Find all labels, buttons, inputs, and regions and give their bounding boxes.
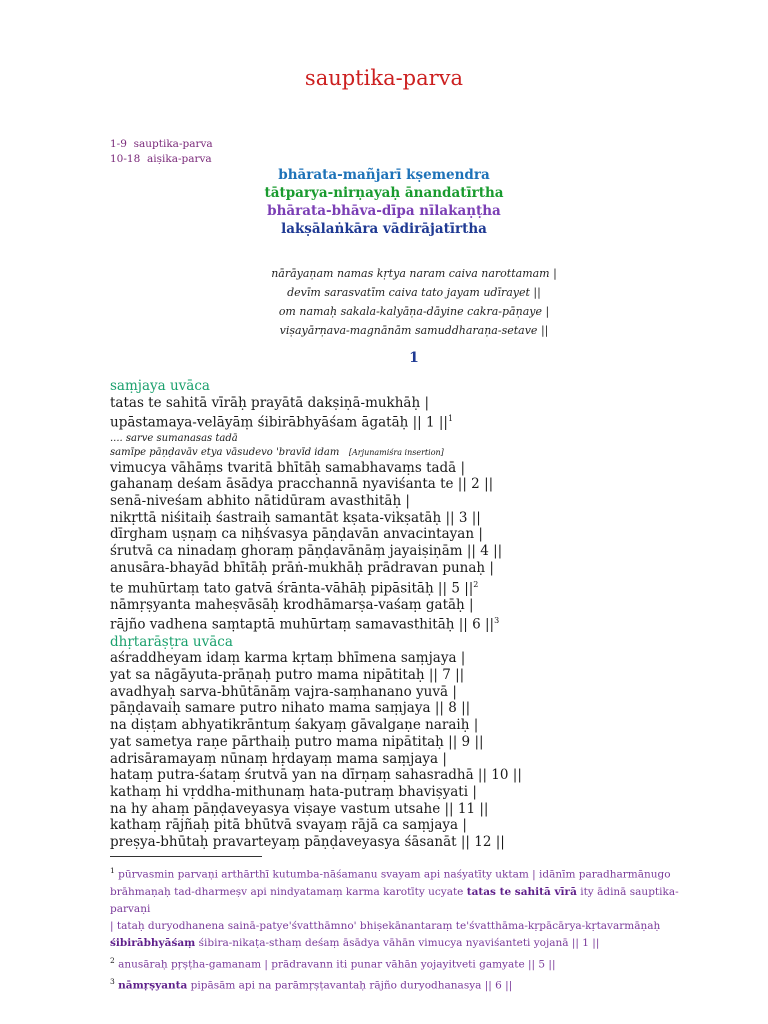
invocation-line: om namaḥ sakala-kalyāṇa-dāyine cakra-pāṇaye | [278,305,550,318]
verse-line: na hy ahaṃ pāṇḍaveyasya viṣaye vastum utsahe || 11 || [110,800,489,817]
verse-line: kathaṃ rājñaḥ pitā bhūtvā svayaṃ rājā ca saṃjaya | [110,817,467,834]
contents-name: aiṣika-parva [146,153,212,165]
chapter-number: 1 [409,350,419,366]
verse-line-text: rājño vadhena saṃtaptā muhūrtaṃ samavasthitāḥ || 6 || [110,616,495,633]
variant-line [110,446,522,460]
footnote-line [110,935,716,952]
contents-range: 10-18 [110,153,141,165]
insertion-tag: [Arjunamiśra insertion] [348,447,444,457]
verse-line: nāmṛṣyanta maheṣvāsāḥ krodhāmarṣa-vaśaṃ gatāḥ | [110,596,474,613]
invocation-line: viṣayārṇava-magnānām samuddharaṇa-setave || [279,324,549,337]
verse-line: yat sametya raṇe pārthaiḥ putro mama nipātitaḥ || 9 || [110,733,484,750]
footnote-text: ity ādinā sauptika-parvaṇi [110,885,679,915]
invocation-verses [0,264,768,340]
verse-line [110,577,522,597]
footnote-text: pūrvasmin parvaṇi arthārthī kutumba-nāśamanu svayam api naśyatīty uktam | idānīm paradharmānugo [118,868,671,881]
verse-line: śrutvā ca ninadaṃ ghoraṃ pāṇḍavānāṃ jayaiṣiṇām || 4 || [110,543,503,560]
footnote-line: | tataḥ duryodhanena sainā-patye'śvatthāmno' bhiṣekānantaraṃ te'śvatthāma-kṛpācārya-kṛtavarmāṇaḥ [110,919,661,932]
source-anandatirtha: tātparya-nirṇayaḥ ānandatīrtha [264,185,504,201]
verse-line: aśraddheyam idaṃ karma kṛtaṃ bhīmena saṃjaya | [110,650,466,667]
contents-item [110,152,213,167]
verse-line: kathaṃ hi vṛddha-mithunaṃ hata-putraṃ bhaviṣyati | [110,783,477,800]
page-title: sauptika-parva [304,66,464,90]
verse-line-text: upāstamaya-velāyāṃ śibirābhyāśam āgatāḥ || 1 || [110,414,448,431]
verse-line: pāṇḍavaiḥ samare putro nihato mama saṃjaya || 8 || [110,700,471,717]
footnote-mark: 3 [110,977,115,986]
verse-text [110,378,522,851]
footnotes [110,862,716,995]
invocation-line: nārāyaṇam namas kṛtya naram caiva narottamam | [271,267,557,280]
verse-line: hataṃ putra-śataṃ śrutvā yan na dīrṇaṃ sahasradhā || 10 || [110,767,522,784]
footnote-divider [110,856,262,857]
footnote-mark: 2 [110,955,115,965]
verse-line: dīrgham uṣṇaṃ ca niḥśvasya pāṇḍavān anvacintayan | [110,526,483,543]
variant-line: .... sarve sumanasas tadā [110,432,238,444]
verse-line [110,411,522,431]
footnote-text: śibira-nikaṭa-sthaṃ deśaṃ āsādya vāhān vimucya nyaviśanteti yojanā || 1 || [198,936,600,949]
source-kshemendra: bhārata-mañjarī kṣemendra [278,167,490,183]
commentary-sources [0,166,768,238]
footnote-ref: 1 [447,414,454,424]
contents-range: 1-9 [110,138,127,150]
verse-line [110,613,522,633]
verse-line: adrisāramayaṃ nūnaṃ hṛdayaṃ mama saṃjaya | [110,750,447,767]
footnote-lemma: śibirābhyāśaṃ [110,936,196,949]
speaker-label: dhṛtarāṣṭra uvāca [110,633,233,650]
contents-item [110,137,213,152]
speaker-label: saṃjaya uvāca [110,378,210,394]
footnote-text: anusāraḥ pṛṣṭha-gamanam | prādravann iti punar vāhān yojayitveti gamyate || 5 || [118,958,556,970]
verse-line: nikṛttā niśitaiḥ śastraiḥ samantāt kṣata-vikṣatāḥ || 3 || [110,509,481,526]
verse-line: senā-niveśam abhito nātidūram avasthitāḥ | [110,493,410,510]
footnote-mark: 1 [110,866,115,875]
footnote-lemma: nāmṛṣyanta [118,979,188,992]
footnote-lemma: tatas te sahitā vīrā [466,885,577,898]
verse-line-text: te muhūrtaṃ tato gatvā śrānta-vāhāḥ pipāsitāḥ || 5 || [110,580,474,597]
verse-line: gahanaṃ deśam āsādya pracchannā nyaviśanta te || 2 || [110,476,494,493]
footnote [110,862,716,884]
footnote [110,973,716,995]
invocation-line: devīm sarasvatīm caiva tato jayam udīrayet || [287,286,541,299]
verse-line: yat sa nāgāyuta-prāṇaḥ putro mama nipātitaḥ || 7 || [110,667,465,684]
source-nilakantha: bhārata-bhāva-dīpa nīlakaṇṭha [267,203,501,219]
footnote-text: brāhmaṇaḥ tad-dharmeṣv api nindyatamaṃ karma karotīty ucyate [110,885,464,898]
contents-name: sauptika-parva [133,138,213,150]
footnote-ref: 3 [494,616,500,626]
contents-list [110,137,213,167]
footnote-text: pipāsām api na parāmṛṣṭavantaḥ rājño duryodhanasya || 6 || [190,979,513,992]
verse-line: avadhyaḥ sarva-bhūtānāṃ vajra-saṃhanano yuvā | [110,683,457,700]
verse-line: vimucya vāhāṃs tvaritā bhītāḥ samabhavaṃs tadā | [110,459,466,476]
source-vadirajatirtha: lakṣālaṅkāra vādirājatīrtha [281,221,487,237]
verse-line: tatas te sahitā vīrāḥ prayātā dakṣiṇā-mukhāḥ | [110,394,430,411]
footnote-ref: 2 [473,579,479,589]
footnote-line [110,884,716,918]
variant-line-text: samīpe pāṇḍavāv etya vāsudevo 'bravīd idam [110,446,340,458]
footnote [110,952,716,974]
verse-line: anusāra-bhayād bhītāḥ prāṅ-mukhāḥ prādravan punaḥ | [110,559,494,576]
verse-line: preṣya-bhūtaḥ pravarteyaṃ pāṇḍaveyasya śāsanāt || 12 || [110,834,505,851]
verse-line: na diṣṭam abhyatikrāntuṃ śakyaṃ gāvalgaṇe naraiḥ | [110,717,479,734]
